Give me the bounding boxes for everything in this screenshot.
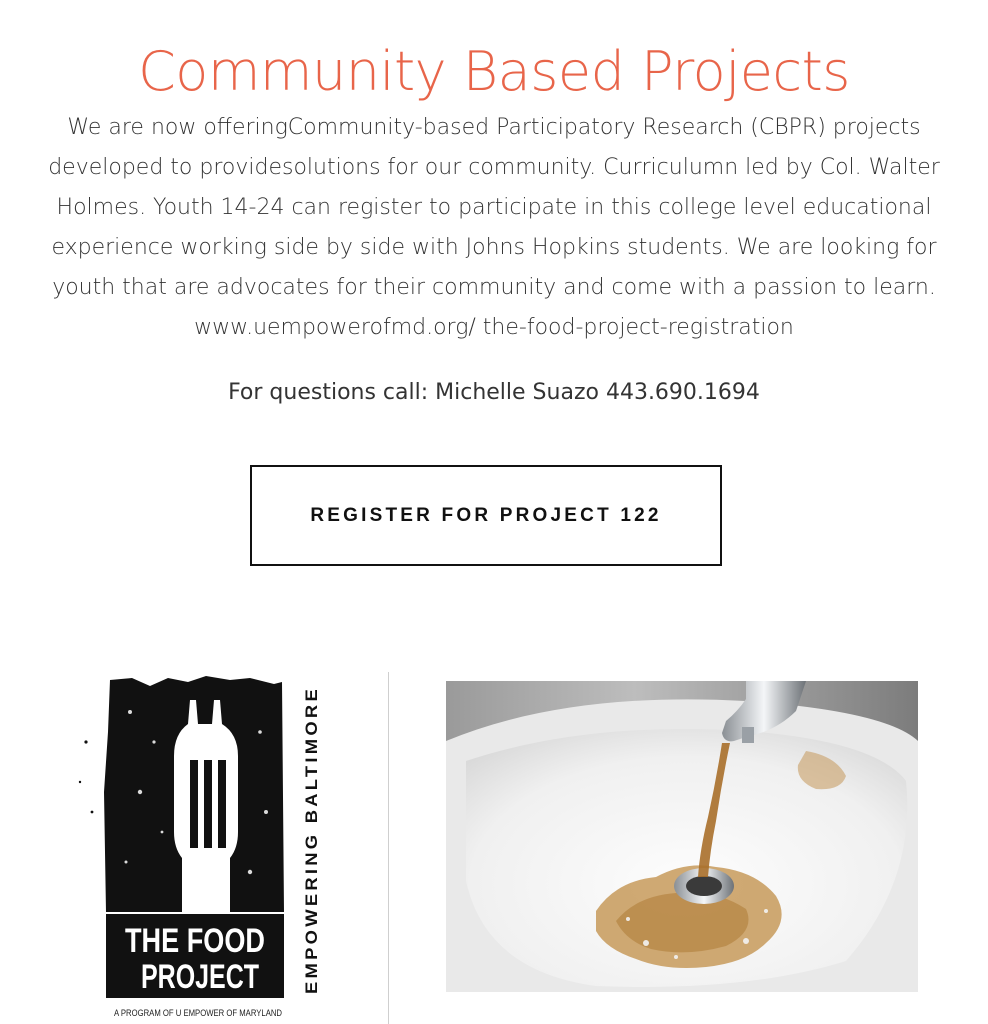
food-project-logo [70,672,340,1024]
logo-name-line2: PROJECT [141,958,260,996]
description-line: developed to providesolutions for our community. Curriculumn led by Col. Walter [48,155,940,180]
description-line: experience working side by side with Johns Hopkins students. We are looking for [51,235,937,260]
image-divider [388,672,389,1024]
contact-info: For questions call: Michelle Suazo 443.690.1694 [228,380,760,405]
project-description [6,108,982,348]
logo-name-line1: THE FOOD [125,922,265,960]
dirty-sink-image [446,681,918,992]
logo-side-text: EMPOWERING BALTIMORE [302,709,321,994]
logo-tagline: A PROGRAM OF U EMPOWER OF MARYLAND [114,1008,283,1019]
page-title: Community Based Projects [138,40,850,104]
description-line: youth that are advocates for their community and come with a passion to learn. [52,275,936,300]
description-line: We are now offeringCommunity-based Participatory Research (CBPR) projects [67,115,921,140]
register-button[interactable]: REGISTER FOR PROJECT 122 [250,465,722,566]
registration-url: www.uempowerofmd.org/ the-food-project-registration [194,315,794,340]
description-line: Holmes. Youth 14-24 can register to participate in this college level educational [56,195,932,220]
